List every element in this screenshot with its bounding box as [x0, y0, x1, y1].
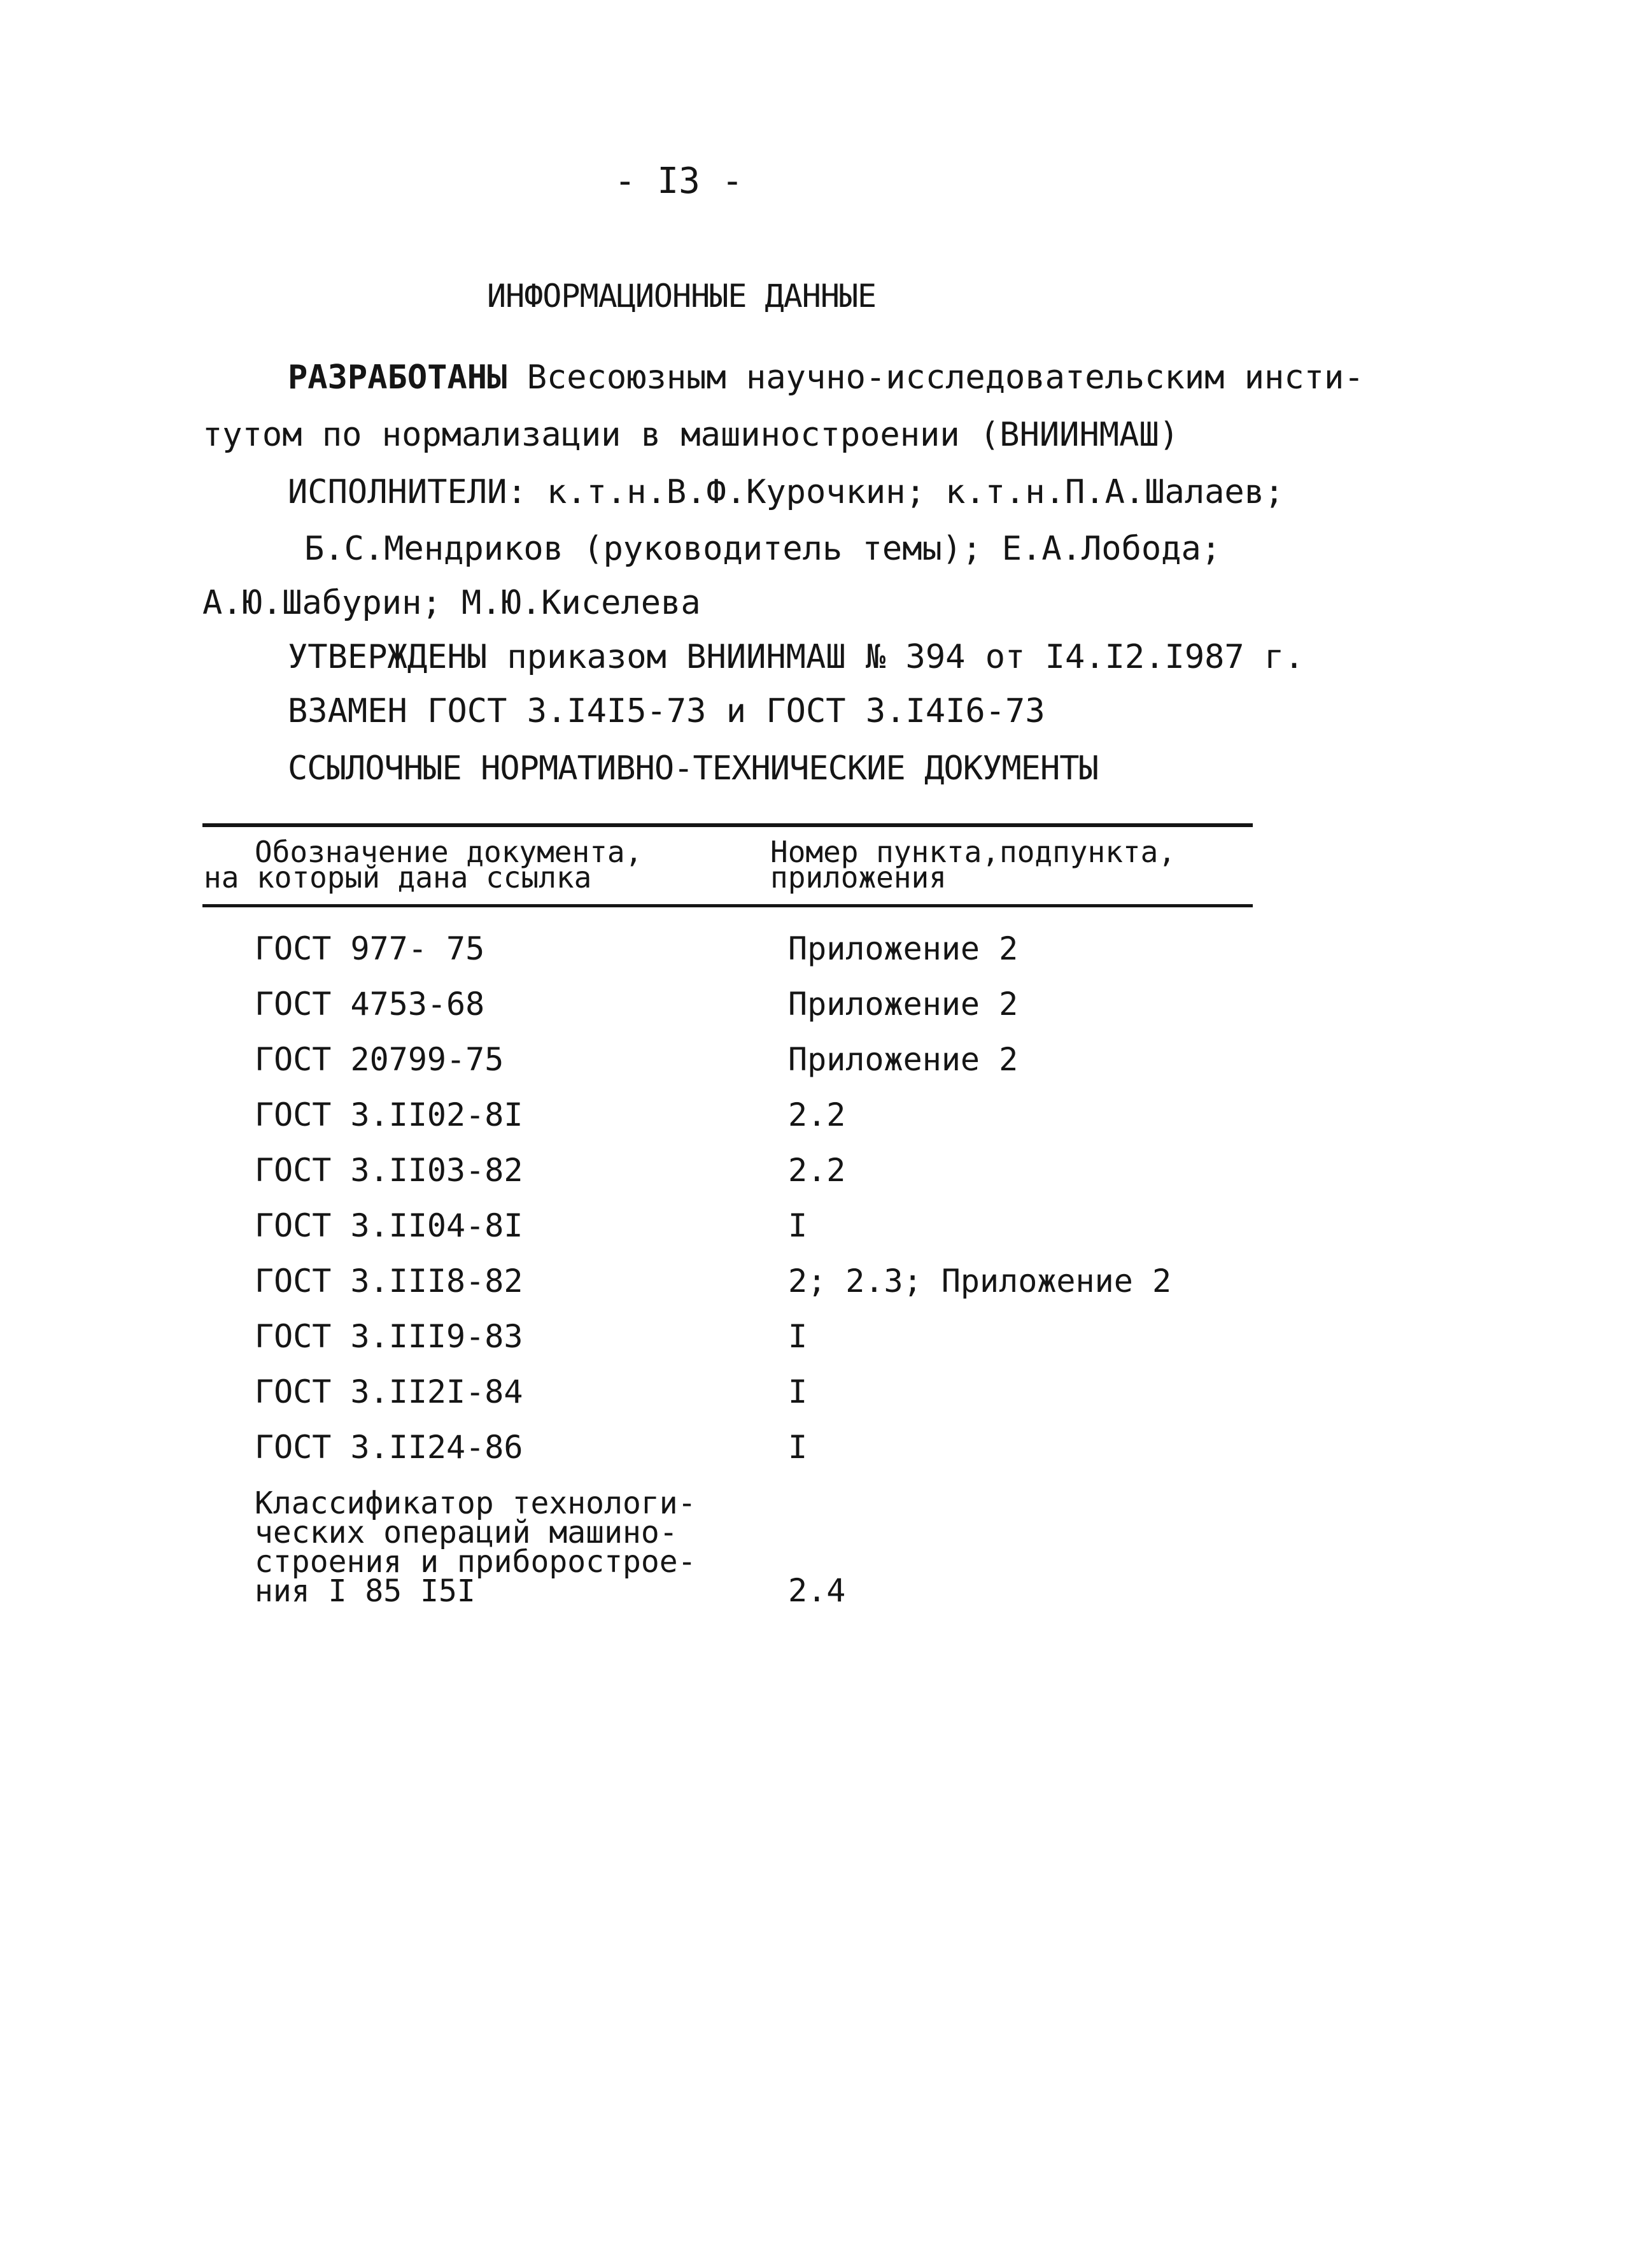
header-col2-line1: Номер пункта,подпункта, [770, 835, 1176, 869]
row-doc: ГОСТ 3.II2I-84 [255, 1373, 523, 1410]
row-ref: 2.2 [788, 1152, 846, 1189]
row-ref: Приложение 2 [788, 1041, 1019, 1078]
row-doc: ГОСТ 3.III9-83 [255, 1318, 523, 1355]
classifier-line-1: Классификатор технологи- [255, 1485, 696, 1521]
performers-label: ИСПОЛНИТЕЛИ: [288, 473, 527, 511]
classifier-ref: 2.4 [788, 1572, 846, 1609]
row-doc: ГОСТ 3.III8-82 [255, 1263, 523, 1300]
row-doc: ГОСТ 4753-68 [255, 986, 485, 1023]
row-ref: Приложение 2 [788, 930, 1019, 967]
row-doc: ГОСТ 20799-75 [255, 1041, 504, 1078]
row-doc: ГОСТ 3.II02-8I [255, 1096, 523, 1133]
performers-line-1 [288, 473, 1284, 511]
references-title: ССЫЛОЧНЫЕ НОРМАТИВНО-ТЕХНИЧЕСКИЕ ДОКУМЕНТЫ [288, 749, 1098, 788]
performers-text-1: к.т.н.В.Ф.Курочкин; к.т.н.П.А.Шалаев; [547, 473, 1285, 511]
row-doc: ГОСТ 3.II04-8I [255, 1207, 523, 1244]
header-col1-line1: Обозначение документа, [255, 835, 643, 869]
developed-line-2: тутом по нормализации в машиностроении (ВНИИНМАШ) [202, 416, 1180, 454]
performers-line-2: Б.С.Мендриков (руководитель темы); Е.А.Лобода; [304, 530, 1222, 568]
row-ref: 2; 2.3; Приложение 2 [788, 1263, 1172, 1300]
section-heading: ИНФОРМАЦИОННЫЕ ДАННЫЕ [487, 278, 877, 315]
page-number: - I3 - [614, 160, 744, 202]
developed-label: РАЗРАБОТАНЫ [288, 358, 507, 397]
replaces-line [288, 692, 1045, 730]
row-ref: I [788, 1373, 808, 1410]
row-ref: Приложение 2 [788, 986, 1019, 1023]
performers-line-3: А.Ю.Шабурин; М.Ю.Киселева [202, 584, 701, 622]
row-ref: I [788, 1318, 808, 1355]
row-ref: 2.2 [788, 1096, 846, 1133]
classifier-line-3: строения и приборострое- [255, 1544, 696, 1580]
row-ref: I [788, 1429, 808, 1466]
developed-line-1 [288, 358, 1364, 397]
replaces-label: ВЗАМЕН [288, 692, 407, 730]
approved-text: приказом ВНИИНМАШ № 394 от I4.I2.I987 г. [507, 638, 1304, 676]
developed-text-1: Всесоюзным научно-исследовательским инсти- [526, 358, 1364, 397]
table-top-rule [202, 823, 1253, 827]
row-doc: ГОСТ 3.II03-82 [255, 1152, 523, 1189]
replaces-text: ГОСТ 3.I4I5-73 и ГОСТ 3.I4I6-73 [427, 692, 1045, 730]
row-doc: ГОСТ 977- 75 [255, 930, 485, 967]
approved-label: УТВЕРЖДЕНЫ [288, 638, 488, 676]
approved-line [288, 638, 1304, 676]
header-col1-line2: на который дана ссылка [204, 860, 592, 895]
header-col2-line2: приложения [770, 860, 947, 895]
row-ref: I [788, 1207, 808, 1244]
classifier-line-2: ческих операций машино- [255, 1515, 678, 1550]
classifier-line-4: ния I 85 I5I [255, 1573, 476, 1609]
row-doc: ГОСТ 3.II24-86 [255, 1429, 523, 1466]
table-header-rule [202, 904, 1253, 907]
